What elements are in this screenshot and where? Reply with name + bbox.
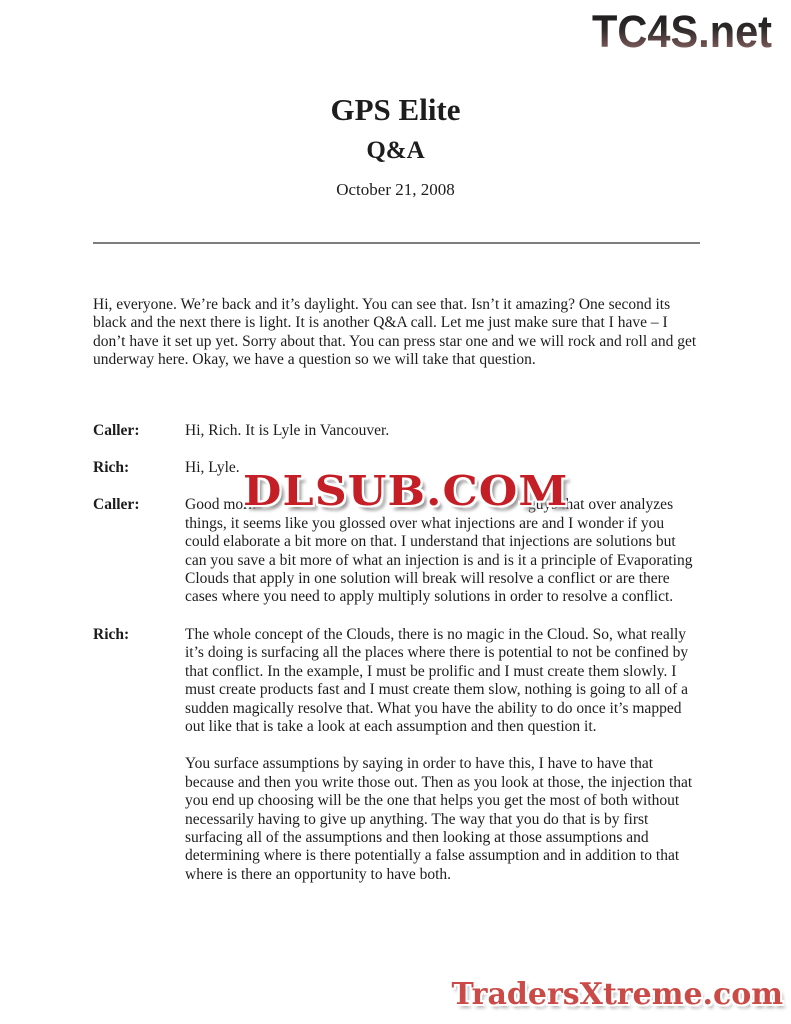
tc4s-logo-text: TC4S.net xyxy=(592,6,773,57)
watermark-gap xyxy=(256,508,528,509)
utterance-text: You surface assumptions by saying in order to have this, I have to have that because and then you write those out. Then as you look at those, the injection that you end up choosing will be the one that helps you get the most of both without necessarily having to give up anything. The way that you do that is by first surfacing all of the assumptions and then looking at those assumptions and determining where is there potentially a false assumption and in addition to that where is there an opportunity to have both. xyxy=(185,755,693,883)
speaker-label: Rich: xyxy=(93,625,130,643)
document-date: October 21, 2008 xyxy=(336,180,455,199)
utterance-fragment-after-watermark: guys that over analyzes things, it seems like you glossed over what injections are and I wonder if you could elaborate a bit more on that. I understand that injections are solutions but can you save a bit more of what an injection is and is it a principle of Evaporating Clouds that apply in one solution will break will resolve a conflict or are there cases where you need to apply multiply solutions in order to resolve a conflict. xyxy=(185,496,693,606)
dialogue-row xyxy=(93,755,700,884)
utterance-text: Hi, Lyle. xyxy=(185,459,240,477)
utterance-text: Hi, Rich. It is Lyle in Vancouver. xyxy=(185,421,390,439)
tradersxtreme-logo: TradersXtreme.com xyxy=(451,977,783,1012)
page-subtitle: Q&A xyxy=(366,137,425,164)
speaker-label: Caller: xyxy=(93,496,140,514)
page-title: GPS Elite xyxy=(330,92,461,127)
speaker-label xyxy=(93,755,185,884)
dialogue-row xyxy=(93,626,700,736)
intro-paragraph: Hi, everyone. We’re back and it’s daylight. You can see that. Isn’t it amazing? One second its black and the next there is light. It is another Q&A call. Let me just make sure that I have – I don’t have it set up yet. Sorry about that. You can press star one and we will rock and roll and get underway here. Okay, we have a question so we will take that question. xyxy=(93,296,697,369)
dialogue-section xyxy=(93,422,700,885)
dialogue-row xyxy=(93,459,700,477)
dialogue-row xyxy=(93,422,700,440)
speaker-label: Rich: xyxy=(93,459,130,477)
dlsub-watermark: DLSUB.COM xyxy=(243,467,569,516)
header-divider xyxy=(93,242,700,244)
speaker-label: Caller: xyxy=(93,421,140,439)
utterance-fragment-before-watermark: Good morn xyxy=(185,496,257,514)
utterance-text: The whole concept of the Clouds, there is no magic in the Cloud. So, what really it’s doing is surfacing all the places where there is potential to not be confined by that conflict. In the example, I must be prolific and I must create them slowly. I must create products fast and I must create them slow, nothing is going to all of a sudden magically resolve that. What you have the ability to do once it’s mapped out like that is take a look at each assumption and then question it. xyxy=(185,625,689,735)
tc4s-logo xyxy=(587,5,777,57)
